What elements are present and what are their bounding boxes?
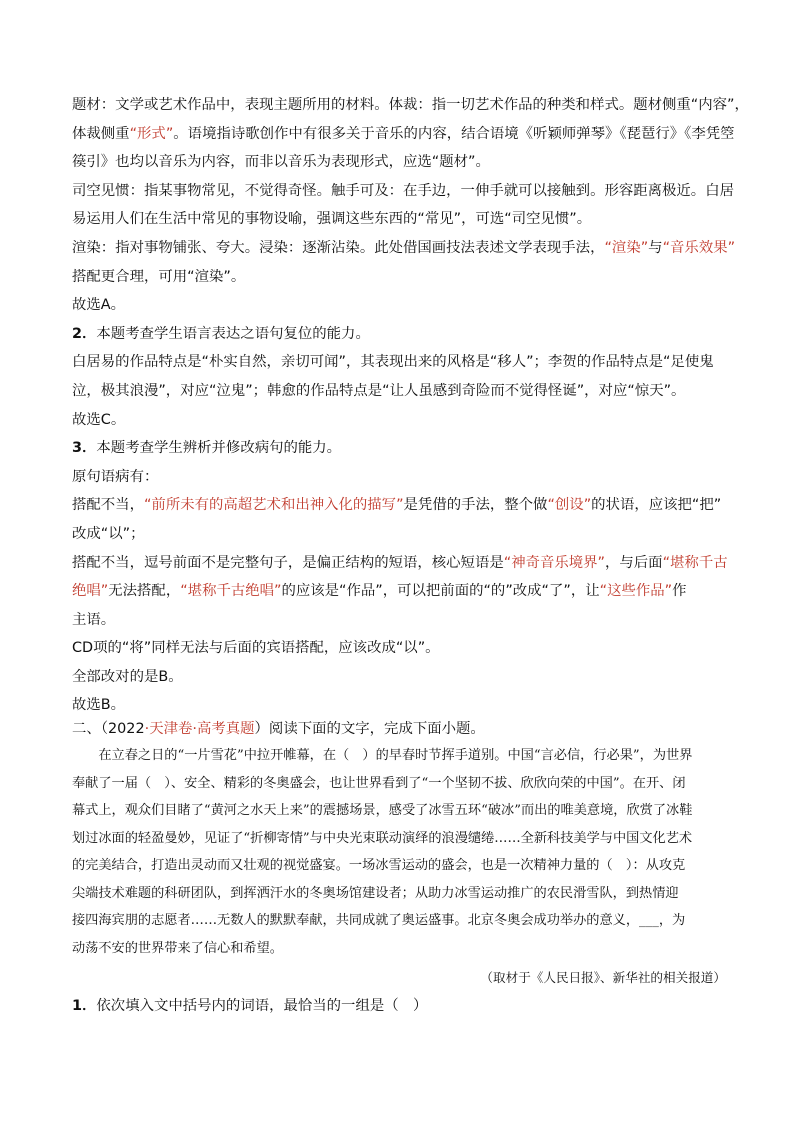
sub-question-1 <box>72 992 726 1021</box>
highlighted-text: 高考真题 <box>196 721 255 737</box>
explanation-line <box>72 348 726 377</box>
highlighted-text: “堪称千古绝唱” <box>180 583 282 600</box>
explanation-line <box>72 434 726 463</box>
text-segment: 。语境指诗歌创作中有很多关于音乐的内容，结合语境《听颖师弹琴》《琵琶行》《李凭箜 <box>173 125 735 142</box>
explanation-line <box>72 263 726 292</box>
explanation-line <box>72 291 726 320</box>
explanation-line <box>72 91 749 120</box>
highlighted-text: “前所未有的高超艺术和出神入化的描写” <box>143 497 404 514</box>
text-segment: 故选C。 <box>72 411 126 428</box>
explanation-line <box>72 663 726 692</box>
highlighted-text: · <box>192 721 197 737</box>
explanation-line <box>72 606 726 635</box>
passage-line: 划过冰面的轻盈曼妙，见证了“折柳寄情”与中央光束联动演绎的浪漫缱绻……全新科技美学与中国文化艺术 <box>72 830 693 846</box>
text-segment: 司空见惯：指某事物常见，不觉得奇怪。触手可及：在手边，一伸手就可以接触到。形容距离极近。白居 <box>72 182 734 199</box>
passage-line: 幕式上，观众们目睹了“黄河之水天上来”的震撼场景，感受了冰雪五环“破冰”而出的唯美意境，欣赏了冰鞋 <box>72 803 693 818</box>
highlighted-text: “渲染” <box>604 239 649 256</box>
text-segment: 无法搭配， <box>108 583 181 600</box>
sub-question-number: 1． <box>72 998 97 1014</box>
text-segment: 搭配不当， <box>72 497 144 514</box>
answer-explanation <box>72 91 749 720</box>
reading-passage <box>72 742 726 962</box>
text-segment: CD项的“将”同样无法与后面的宾语搭配，应该改成“以”。 <box>72 640 440 657</box>
text-segment: 与 <box>648 239 663 256</box>
question-header <box>72 715 726 744</box>
explanation-line <box>72 463 726 492</box>
text-segment: 3． <box>72 440 97 457</box>
explanation-line <box>72 549 726 578</box>
explanation-line <box>72 520 726 549</box>
explanation-line <box>72 148 726 177</box>
text-segment: ）阅读下面的文字，完成下面小题。 <box>254 721 485 737</box>
explanation-line <box>72 320 726 349</box>
text-segment: 全部改对的是B。 <box>72 668 183 685</box>
passage-line: 奉献了一届（ ）、安全、精彩的冬奥盛会，也让世界看到了“一个坚韧不拔、欣欣向荣的中国”。在开、闭 <box>72 775 686 791</box>
text-segment: 易运用人们在生活中常见的事物设喻，强调这些东西的“常见”，可选“司空见惯”。 <box>72 211 592 228</box>
passage-line: 的完美结合，打造出灵动而又壮观的视觉盛宴。一场冰雪运动的盛会，也是一次精神力量的（ ）：从攻克 <box>72 858 686 873</box>
highlighted-text: “这些作品” <box>599 583 673 600</box>
passage-source: （取材于《人民日报》、新华社的相关报道） <box>480 970 726 985</box>
text-segment: 本题考查学生语言表达之语句复位的能力。 <box>96 325 370 342</box>
text-segment: 主语。 <box>72 611 116 628</box>
highlighted-text: “堪称千古 <box>662 554 728 571</box>
text-segment: 题材：文学或艺术作品中，表现主题所用的材料。体裁：指一切艺术作品的种类和样式。题材侧重“内容”， <box>72 97 749 113</box>
text-segment: 的状语，应该把“把” <box>591 497 722 514</box>
explanation-line <box>72 177 734 206</box>
text-segment: 故选A。 <box>72 297 126 314</box>
passage-line: 尖端技术难题的科研团队，到挥洒汗水的冬奥场馆建设者；从助力冰雪运动推广的农民滑雪队，到热情迎 <box>72 885 679 901</box>
passage-line: 动荡不安的世界带来了信心和希望。 <box>72 940 283 956</box>
explanation-line <box>72 577 726 606</box>
explanation-line <box>72 120 735 149</box>
text-segment: 渲染：指对事物铺张、夸大。浸染：逐渐沾染。此处借国画技法表述文学表现手法， <box>72 239 605 256</box>
passage-line: 在立春之日的“一片雪花”中拉开帷幕，在（ ）的早春时节挥手道别。中国“言必信，行必果”，为世界 <box>72 748 693 763</box>
highlighted-text: “创设” <box>547 497 592 514</box>
explanation-line <box>72 377 726 406</box>
passage-line: 接四海宾朋的志愿者……无数人的默默奉献，共同成就了奥运盛事。北京冬奥会成功举办的意义，___，为 <box>72 913 686 928</box>
text-segment: 本题考查学生辨析并修改病句的能力。 <box>96 440 342 457</box>
highlighted-text: 天津卷 <box>149 721 193 737</box>
highlighted-text: “音乐效果” <box>662 239 736 256</box>
text-segment: 故选B。 <box>72 697 126 714</box>
text-segment: 作 <box>672 583 687 600</box>
text-segment: 二、（2022 <box>72 721 145 737</box>
highlighted-text: 绝唱” <box>72 583 109 600</box>
text-segment: 体裁侧重 <box>72 125 130 142</box>
explanation-line <box>72 234 736 263</box>
explanation-line <box>72 491 726 520</box>
text-segment: 搭配不当，逗号前面不是完整句子，是偏正结构的短语，核心短语是 <box>72 554 504 571</box>
highlighted-text: “形式” <box>129 125 174 142</box>
highlighted-text: · <box>144 721 150 737</box>
explanation-line <box>72 406 726 435</box>
sub-question-text: 依次填入文中括号内的词语，最恰当的一组是（ ） <box>96 998 428 1014</box>
text-segment: 的应该是“作品”，可以把前面的“的”改成“了”，让 <box>281 583 600 600</box>
explanation-line <box>72 205 726 234</box>
text-segment: 是凭借的手法，整个做 <box>403 497 548 514</box>
explanation-line <box>72 634 726 663</box>
text-segment: 白居易的作品特点是“朴实自然，亲切可闻”，其表现出来的风格是“移人”；李贺的作品特点是“足使鬼 <box>72 354 714 371</box>
text-segment: 原句语病有： <box>72 468 159 485</box>
text-segment: 2． <box>72 325 97 342</box>
text-segment: 泣，极其浪漫”，对应“泣鬼”；韩愈的作品特点是“让人虽感到奇险而不觉得怪诞”，对应“惊天”。 <box>72 382 686 399</box>
text-segment: ，与后面 <box>605 554 663 571</box>
text-segment: 搭配更合理，可用“渲染”。 <box>72 268 246 285</box>
text-segment: 改成“以”； <box>72 525 145 542</box>
text-segment: 篌引》也均以音乐为内容，而非以音乐为表现形式，应选“题材”。 <box>72 154 490 171</box>
highlighted-text: “神奇音乐境界” <box>503 554 605 571</box>
